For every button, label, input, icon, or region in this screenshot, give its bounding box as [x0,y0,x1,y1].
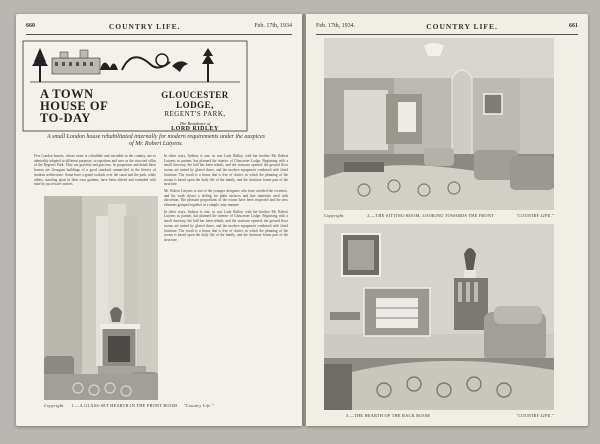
intro-paragraph: Few London houses, whose stone is calculable and traceable in the country, are so admirably adapted to different purposes, occupations and uses as the stuccoed villas of the Regent's Park. They are graceful and gracious. In proportion and detail these houses are Georgian buildings of a good standard, unmatched in the history of modern architecture. Some have a grand outlook over the canal and the park, while others, standing apart in their own gardens, have been altered and extended with taste by successive owners. [34,154,156,187]
house-name: GLOUCESTER LODGE, [161,90,229,110]
back-room-hearth-illustration [324,224,554,410]
title-line-1: A TOWN [40,87,94,101]
right-header-rule [316,34,578,35]
right-page [306,14,588,426]
residence-of-label: The Residence of [179,121,211,126]
photo-back-room-hearth [324,224,554,410]
left-page-number: 660 [26,23,35,29]
photo-3-caption [346,413,554,418]
photo-3-caption-text: 3.—THE HEARTH OF THE BACK ROOM [346,413,431,418]
photo-1-caption [44,403,214,408]
left-issue-date: Feb. 17th, 1934 [254,23,292,29]
sitting-room-illustration [324,38,554,210]
article-subtitle: A small London house rehabilitated internally for modern requirements under the auspices of Mr. Robert Lutyens. [46,134,266,147]
photo-1-caption-text: 1.—A GLASS-SET HEARTH IN THE FRONT ROOM [71,403,178,408]
photo-2-source: "COUNTRY LIFE." [516,213,554,218]
column-2-paragraph-1: In other ways, Sydney is one, so was Lady Ridley, with her brother Mr. Robert Lutyens as partner, has planned the interior of Gloucester Lodge. Beginning with a small doorway, the hall has been rebuilt, and the staircase opened; the ground floor rooms are united by glazed doors, and the modern equipment combined with fitted furniture. The result is a house that is free of clutter, in which the planning of the rooms is based upon the daily life of the family, and the furniture forms part of the structure. [164,154,288,187]
photo-2-caption [324,213,554,218]
left-magazine-title: COUNTRY LIFE. [108,21,181,31]
photo-2-caption-text: 2.—THE SITTING-ROOM, LOOKING TOWARDS THE FRONT [367,213,495,218]
house-location: REGENT'S PARK, [164,110,226,118]
left-header-rule [26,34,292,35]
photo-1-credit: Copyright. [44,403,66,408]
left-running-header [26,21,292,31]
right-page-number: 661 [569,23,578,29]
glass-hearth-illustration [44,196,158,400]
right-running-header [316,21,578,31]
article-title-left [40,88,108,124]
owner-name: LORD RIDLEY [171,126,219,132]
right-magazine-title: COUNTRY LIFE. [426,21,498,31]
column-2-paragraph-2: Mr. Robert Lutyens is one of the younger designers who have avoided the eccentric, and his work shows a feeling for plain surfaces and fine materials used with discretion. The pleasant proportions of the rooms have been respected and the new elements grouped together in a simple, easy manner. [164,188,288,208]
right-issue-date: Feb. 17th, 1934. [316,23,356,29]
article-title-right [142,90,248,132]
photo-sitting-room [324,38,554,210]
column-2-paragraph-3: In other ways, Sydney is one, so was Lady Ridley, with her brother Mr. Robert Lutyens as partner, has planned the interior of Gloucester Lodge. Beginning with a small doorway, the hall has been rebuilt, and the staircase opened; the ground floor rooms are united by glazed doors, and the modern equipment combined with fitted furniture. The result is a house that is free of clutter, in which the planning of the rooms is based upon the daily life of the family, and the furniture forms part of the structure. [164,209,288,242]
title-line-3: TO-DAY [40,111,91,125]
photo-3-source: "COUNTRY LIFE." [516,413,554,418]
left-page [16,14,302,426]
title-line-2: HOUSE OF [40,99,109,113]
photo-1-source: "Country Life." [183,403,214,408]
article-title-block [22,40,248,132]
photo-2-credit: Copyright. [324,213,346,218]
article-column-2 [164,154,288,366]
photo-glass-set-hearth [44,196,158,400]
